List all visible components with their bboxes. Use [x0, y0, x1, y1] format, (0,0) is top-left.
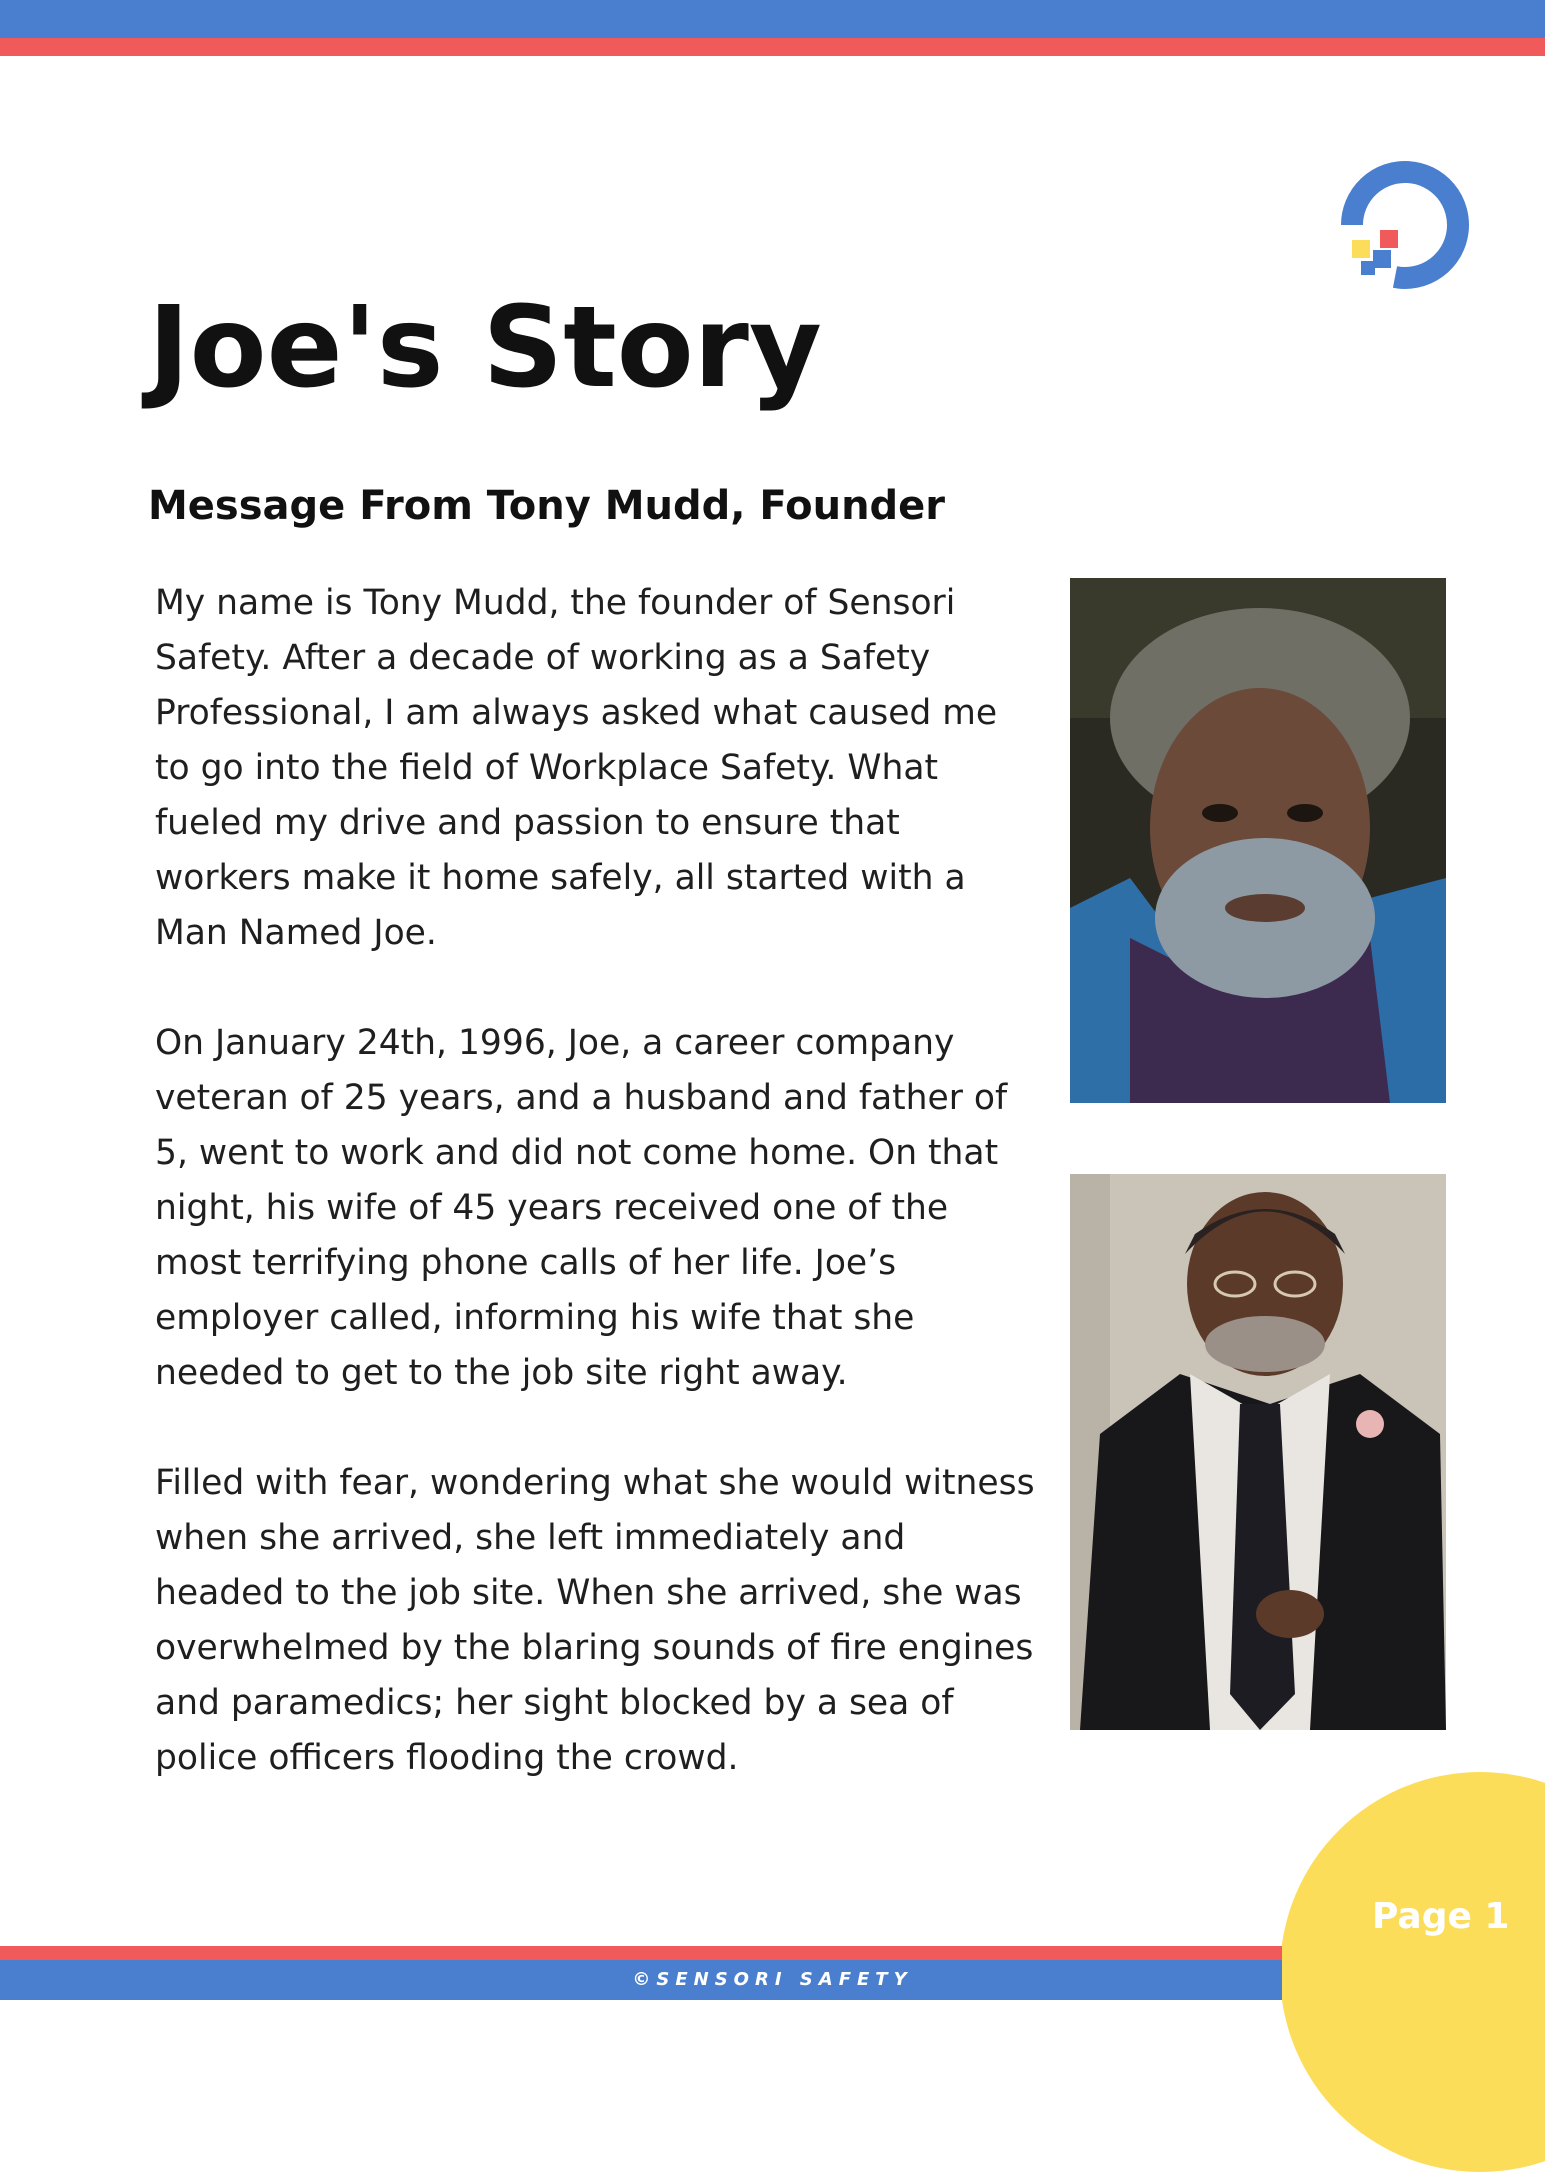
page-title: Joe's Story — [148, 283, 822, 413]
story-paragraph: On January 24th, 1996, Joe, a career company veteran of 25 years, and a husband and father of 5, went to work and did not come home. On that night, his wife of 45 years received one of the most terrifying phone calls of her life. Joe’s employer called, informing his wife that she needed to get to the job site right away. — [155, 1023, 1008, 1393]
page-number: Page 1 — [1372, 1896, 1510, 1937]
story-paragraph: Filled with fear, wondering what she would witness when she arrived, she left immediately and headed to the job site. When she arrived, she was overwhelmed by the blaring sounds of fire engines and paramedics; her sight blocked by a sea of police officers flooding the crowd. — [155, 1463, 1035, 1778]
top-blue-stripe — [0, 0, 1545, 38]
footer-copyright: ©SENSORI SAFETY — [632, 1969, 913, 1990]
sensori-safety-logo-icon — [1320, 150, 1470, 300]
page-subtitle: Message From Tony Mudd, Founder — [148, 483, 946, 529]
bottom-red-stripe — [0, 1946, 1282, 1960]
top-red-stripe — [0, 38, 1545, 56]
story-paragraph: My name is Tony Mudd, the founder of Sensori Safety. After a decade of working as a Safety Professional, I am always asked what caused me to go into the field of Workplace Safety. What fueled my drive and passion to ensure that workers make it home safely, all started with a Man Named Joe. — [155, 583, 998, 953]
joe-portrait-photo — [1070, 578, 1446, 1103]
story-body — [155, 576, 1035, 1841]
joe-suit-photo — [1070, 1174, 1446, 1730]
